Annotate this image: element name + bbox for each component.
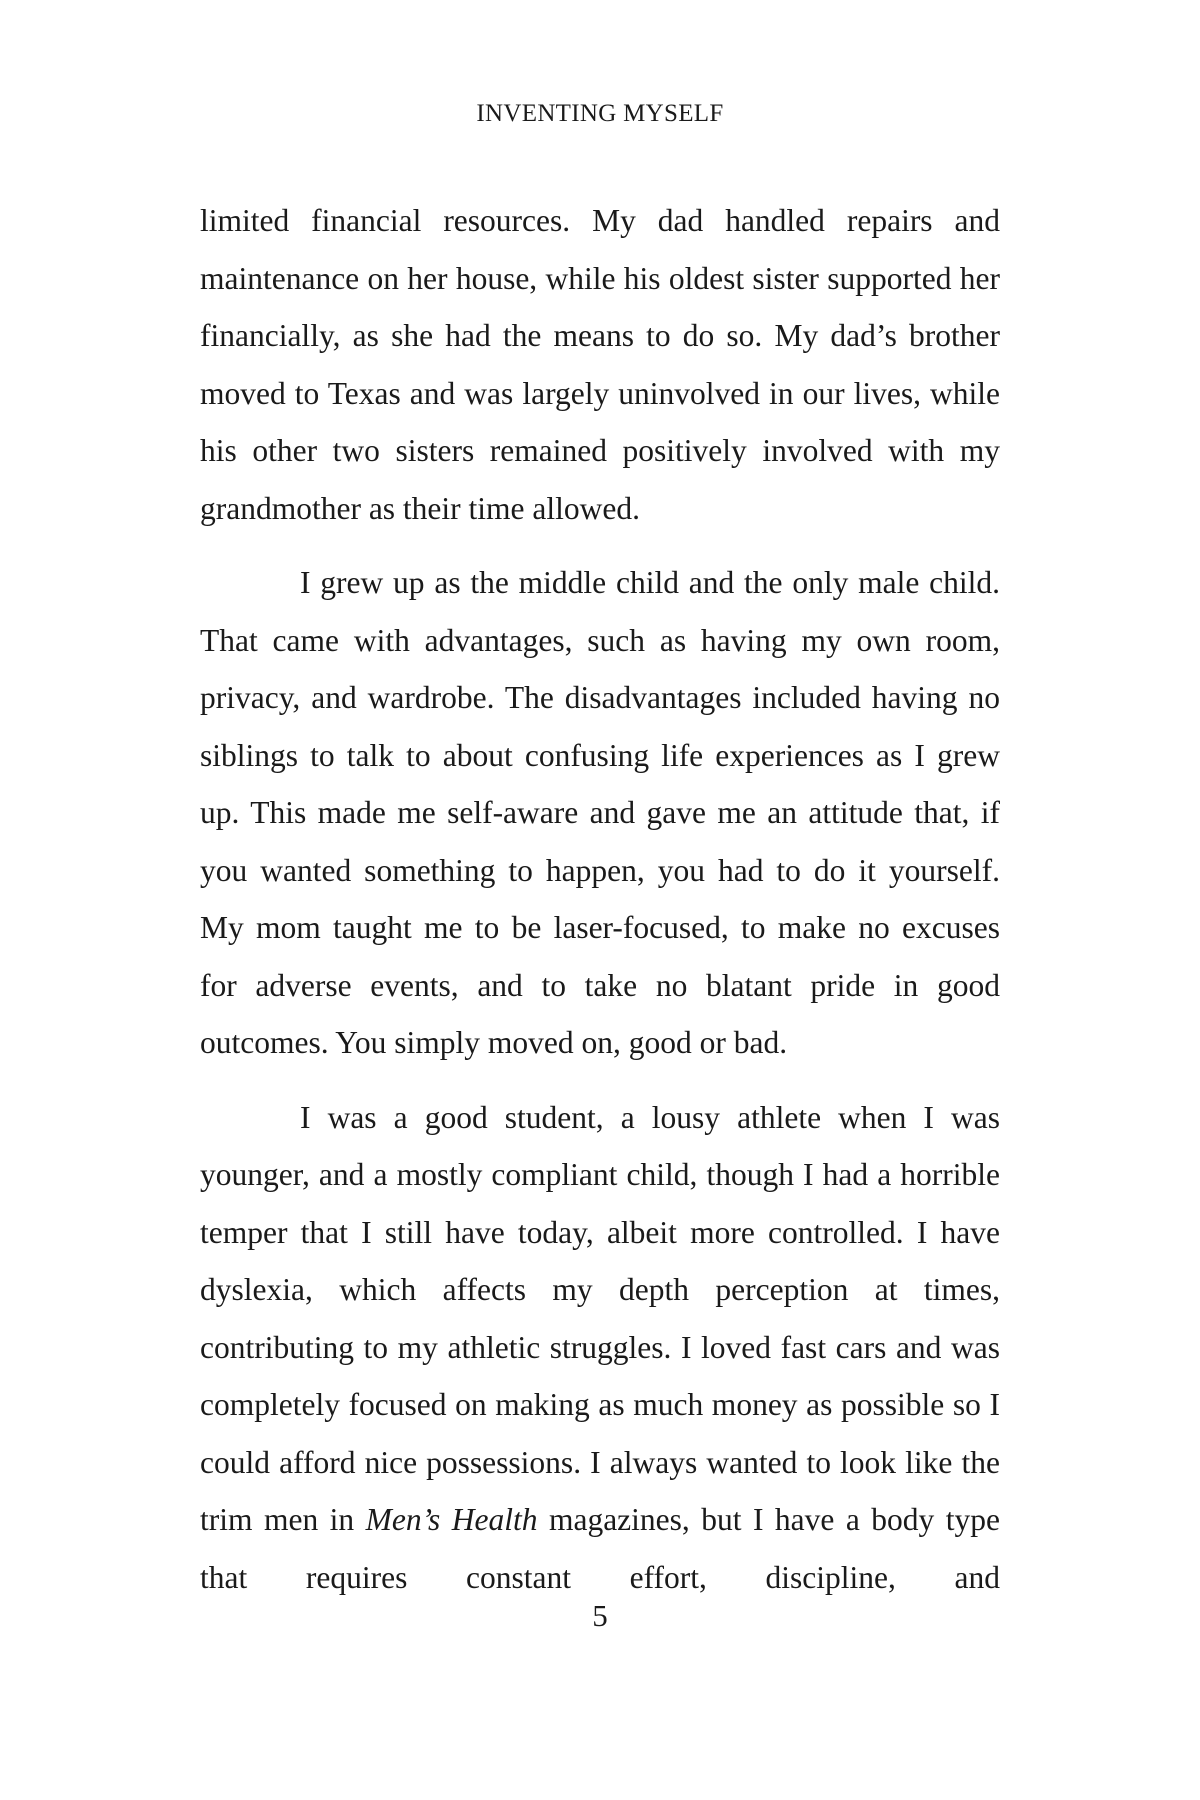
paragraph-1: limited financial resources. My dad handled repairs and maintenance on her house, while his oldest sister supported her financially, as she had the means to do so. My dad’s brother moved to Texas and was largely uninvolved in our lives, while his other two sisters remained positively involved with my grandmother as their time allowed. [200,203,1000,526]
paragraph-2: I grew up as the middle child and the only male child. That came with advantages, such as having my own room, privacy, and wardrobe. The disadvantages included having no siblings to talk to about confusing life experiences as I grew up. This made me self-aware and gave me an attitude that, if you wanted something to happen, you had to do it yourself. My mom taught me to be laser-focused, to make no excuses for adverse events, and to take no blatant pride in good outcomes. You simply moved on, good or bad. [200,565,1000,1060]
magazine-title: Men’s Health [365,1502,538,1537]
paragraph-3 [200,1089,1000,1607]
body-text [200,192,1000,1606]
paragraph-3-text-end: magazines, but I have a body type that requires constant effort, discipline, and [200,1502,1000,1595]
paragraph-3-text-start: I was a good student, a lousy athlete when I was younger, and a mostly compliant child, though I had a horrible temper that I still have today, albeit more controlled. I have dyslexia, which affects my depth perception at times, contributing to my athletic struggles. I loved fast cars and was completely focused on making as much money as possible so I could afford nice possessions. I always wanted to look like the trim men in [200,1099,1000,1537]
running-header: INVENTING MYSELF [476,100,724,127]
page-number: 5 [592,1598,608,1633]
